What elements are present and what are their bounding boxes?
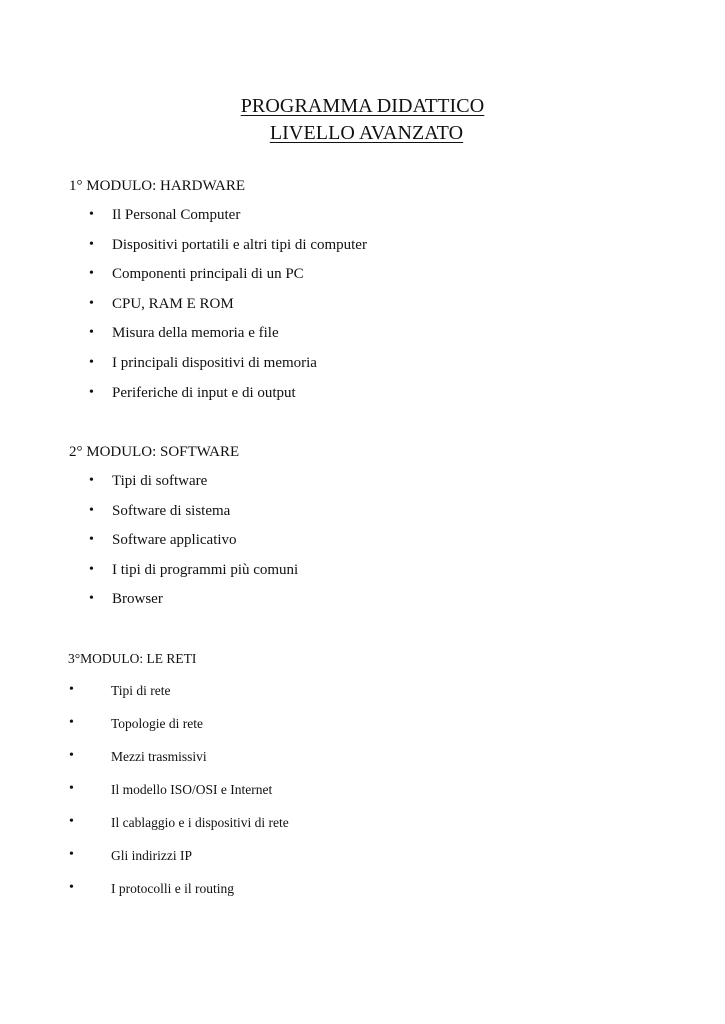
list-item-text: Topologie di rete (111, 716, 204, 731)
bullet-icon: • (89, 236, 94, 252)
list-item-text: Dispositivi portatili e altri tipi di computer (112, 236, 367, 253)
bullet-icon: • (69, 781, 74, 796)
bullet-icon: • (89, 532, 94, 548)
list-item-text: Mezzi trasmissivi (111, 749, 207, 764)
bullet-icon: • (69, 682, 74, 697)
list-item-text: Misura della memoria e file (112, 325, 279, 342)
bullet-icon: • (69, 847, 74, 862)
list-item-text: Software di sistema (112, 502, 231, 519)
list-item-text: CPU, RAM E ROM (112, 295, 234, 312)
list-item-text: I protocolli e il routing (111, 881, 234, 896)
list-item-text: Periferiche di input e di output (112, 384, 296, 401)
bullet-icon: • (69, 748, 74, 763)
list-item-text: Componenti principali di un PC (112, 266, 304, 283)
bullet-icon: • (89, 502, 94, 518)
bullet-icon: • (89, 384, 94, 400)
list-item-text: Tipi di rete (111, 683, 171, 698)
list-item-text: I tipi di programmi più comuni (112, 561, 299, 578)
list-item-text: Software applicativo (112, 532, 237, 549)
list-item-text: Il cablaggio e i dispositivi di rete (111, 815, 289, 830)
bullet-icon: • (89, 561, 94, 577)
module-1-heading: 1° MODULO: HARDWARE (69, 178, 245, 194)
document-title-line-1: PROGRAMMA DIDATTICO (240, 95, 485, 117)
document-title-line-2: LIVELLO AVANZATO (269, 122, 464, 144)
list-item-text: Il Personal Computer (112, 207, 241, 223)
list-item-text: Tipi di software (112, 473, 208, 489)
list-item-text: Il modello ISO/OSI e Internet (111, 782, 273, 797)
bullet-icon: • (89, 473, 94, 488)
bullet-icon: • (69, 880, 74, 895)
bullet-icon: • (89, 354, 94, 370)
bullet-icon: • (89, 266, 94, 282)
bullet-icon: • (69, 715, 74, 730)
list-item-text: Browser (112, 591, 163, 608)
bullet-icon: • (89, 591, 94, 607)
module-3-heading: 3°MODULO: LE RETI (68, 651, 197, 666)
bullet-icon: • (89, 207, 94, 222)
bullet-icon: • (89, 295, 94, 311)
bullet-icon: • (69, 814, 74, 829)
module-2-heading: 2° MODULO: SOFTWARE (69, 444, 240, 460)
list-item-text: Gli indirizzi IP (111, 848, 192, 863)
list-item-text: I principali dispositivi di memoria (112, 354, 317, 371)
bullet-icon: • (89, 325, 94, 341)
